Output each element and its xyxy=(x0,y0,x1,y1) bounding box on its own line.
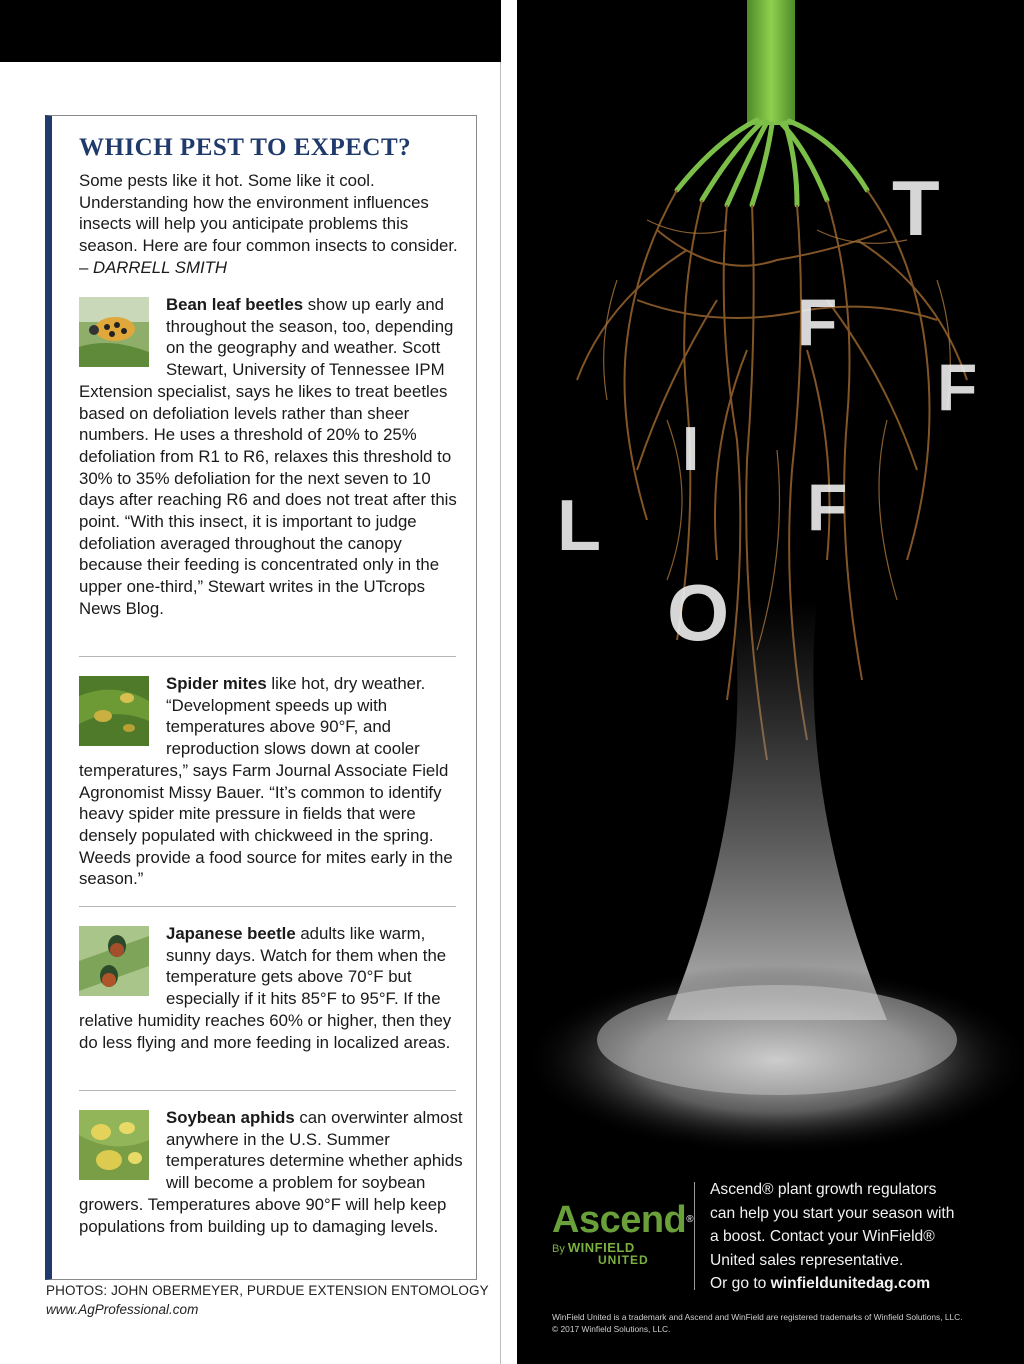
brand-by: By xyxy=(552,1243,565,1255)
brand-reg: ® xyxy=(686,1214,694,1225)
ad-website-link[interactable]: winfieldunitedag.com xyxy=(770,1275,931,1292)
ad-copy xyxy=(710,1178,1010,1296)
entry-soybean-aphids xyxy=(79,1107,464,1237)
photo-credit: PHOTOS: JOHN OBERMEYER, PURDUE EXTENSION ENTOMOLOGY xyxy=(46,1283,489,1298)
art-letter: F xyxy=(937,350,978,424)
ad-copy-line: can help you start your season with xyxy=(710,1204,955,1222)
entry-lead: Bean leaf beetles xyxy=(166,295,304,314)
top-black-bar xyxy=(0,0,501,62)
art-letter: O xyxy=(667,568,730,657)
ascend-advertisement xyxy=(517,0,1024,1364)
art-letter: T xyxy=(892,164,940,252)
divider xyxy=(79,656,456,657)
sidebar-intro xyxy=(79,170,464,279)
art-letter: F xyxy=(807,470,848,544)
entry-body: can overwinter almost anywhere in the U.S. Summer temperatures determine whether aphids will become a problem for soybean growers. Temperatures above 90°F will help keep populations from building up to damaging levels. xyxy=(79,1108,463,1236)
ad-divider xyxy=(694,1182,695,1290)
intro-text: Some pests like it hot. Some like it cool. Understanding how the environment influences insects will help you anticipate problems this season. Here are four common insects to consider. – xyxy=(79,171,458,277)
ad-copy-line: Ascend® plant growth regulators xyxy=(710,1181,937,1198)
divider xyxy=(79,1090,456,1091)
entry-body: show up early and throughout the season, too, depending on the geography and weather. Scott Stewart, University of Tennessee IPM Extension specialist, says he likes to treat beetles based on defoliation levels rather than sheer numbers. He uses a threshold of 20% to 25% defoliation from R1 to R6, relaxes this threshold to 30% to 35% defoliation for the next seven to 10 days after reaching R6 and does not treat after this point. “With this insect, it is important to judge defoliation averaged throughout the canopy because their feeding is concentrated only in the upper one-third,” Stewart writes in the UTcrops News Blog. xyxy=(79,295,457,618)
entry-japanese-beetle xyxy=(79,923,464,1053)
legal-text xyxy=(552,1311,1012,1335)
entry-body: adults like warm, sunny days. Watch for them when the temperature gets above 70°F but especially if it hits 85°F to 95°F. If the relative humidity reaches 60% or higher, then they do less flying and more feeding in localized areas. xyxy=(79,924,452,1052)
legal-line: © 2017 Winfield Solutions, LLC. xyxy=(552,1324,671,1334)
divider xyxy=(79,906,456,907)
ad-copy-line: a boost. Contact your WinField® xyxy=(710,1228,935,1245)
brand-name: Ascend xyxy=(552,1199,687,1241)
sidebar-title: WHICH PEST TO EXPECT? xyxy=(79,134,412,161)
ad-cta-prefix: Or go to xyxy=(710,1275,771,1292)
roots-dust-illustration xyxy=(517,0,1024,1364)
ad-copy-line: United sales representative. xyxy=(710,1251,904,1269)
stem xyxy=(747,0,795,125)
website-footer: www.AgProfessional.com xyxy=(46,1302,199,1317)
japanese-beetle-photo xyxy=(79,926,149,996)
art-letter: I xyxy=(682,415,700,484)
spider-mites-photo xyxy=(79,676,149,746)
entry-body: like hot, dry weather. “Development speeds up with temperatures above 90°F, and reproduction slows down at cooler temperatures,” says Farm Journal Associate Field Agronomist Missy Bauer. “It’s common to identify heavy spider mite pressure in fields that were densely populated with chickweed in the spring. Weeds provide a food source for mites early in the season.” xyxy=(79,674,453,889)
author-name: DARRELL SMITH xyxy=(93,257,227,277)
art-letter: L xyxy=(557,486,601,566)
entry-lead: Spider mites xyxy=(166,674,267,693)
entry-bean-leaf-beetles xyxy=(79,294,464,620)
brand-united: UNITED xyxy=(598,1253,649,1267)
page-gutter xyxy=(500,62,501,1364)
bean-leaf-beetle-photo xyxy=(79,297,149,367)
soybean-aphids-photo xyxy=(79,1110,149,1180)
ascend-logo xyxy=(552,1200,692,1266)
brand-company: WINFIELD xyxy=(567,1240,635,1255)
entry-spider-mites xyxy=(79,673,464,890)
legal-line: WinField United is a trademark and Ascend and WinField are registered trademarks of Winfield Solutions, LLC. xyxy=(552,1312,963,1322)
art-letter: F xyxy=(797,285,838,359)
entry-lead: Soybean aphids xyxy=(166,1108,295,1127)
entry-lead: Japanese beetle xyxy=(166,924,296,943)
